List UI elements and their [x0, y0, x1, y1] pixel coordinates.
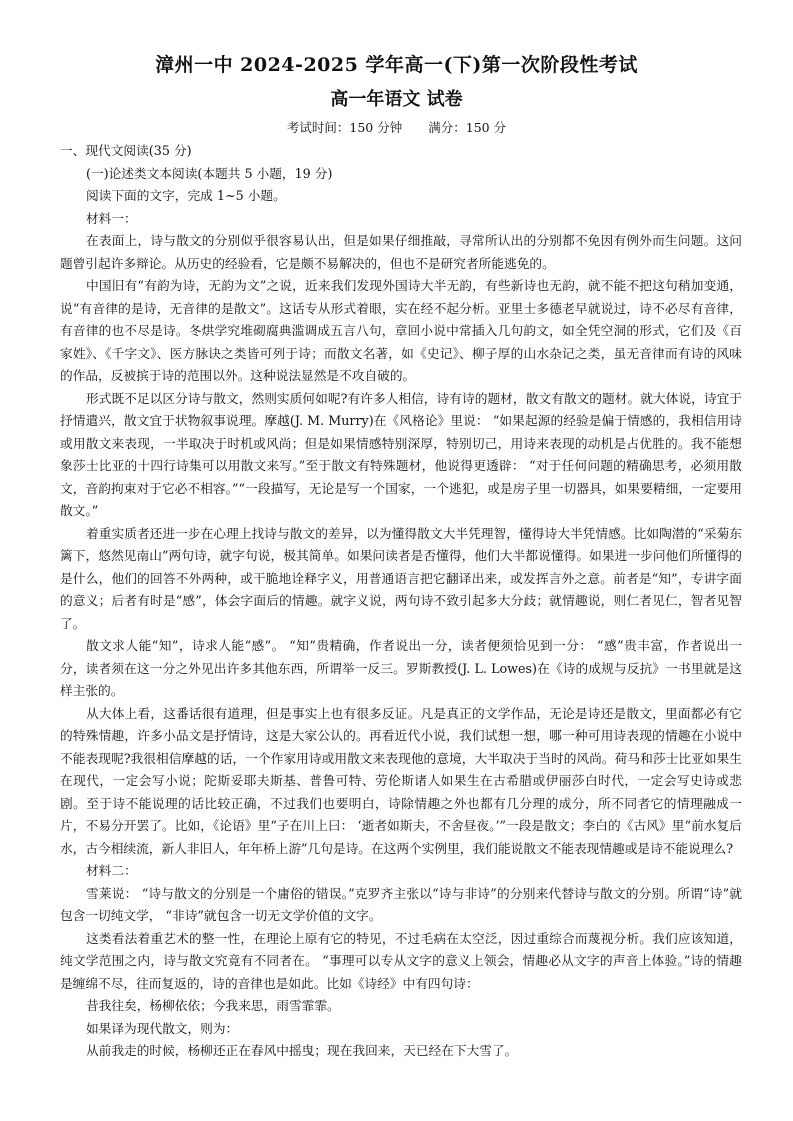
- paragraph: 从大体上看，这番话很有道理，但是事实上也有很多反证。凡是真正的文学作品，无论是诗还是散文，里面都必有它的特殊情趣，许多小品文是抒情诗，这是大家公认的。再看近代小说，我们试想一想，哪一种可用诗表现的情趣在小说中不能表现呢?我很相信摩越的话，一个作家用诗或用散文来表现他的意境，大半取决于当时的风尚。荷马和莎士比亚如果生在现代，一定会写小说；陀斯妥耶夫斯基、普鲁可特、劳伦斯诸人如果生在古希腊或伊丽莎白时代，一定会写史诗或悲剧。至于诗不能说理的话比较正确，不过我们也要明白，诗除情趣之外也都有几分理的成分，所不同者它的情理融成一片，不易分开罢了。比如，《论语》里“子在川上曰： ‘逝者如斯夫，不舍昼夜。’”一段是散文；李白的《古风》里“前水复后水，古今相续流，新人非旧人，年年桥上游”几句是诗。在这两个实例里，我们能说散文不能表现情趣或是诗不能说理么?: [60, 705, 742, 856]
- paragraph: 形式既不足以区分诗与散文，然则实质何如呢?有许多人相信，诗有诗的题材，散文有散文的题材。就大体说，诗宜于抒情遣兴，散文宜于状物叙事说理。摩越(J. M. Murry)在《风格论》里说： “如果起源的经验是偏于情感的，我相信用诗或用散文来表现，一半取决于时机或风尚；但是如果情感特别深厚，特别切己，用诗来表现的动机是占优胜的。我不能想象莎士比亚的十四行诗集可以用散文来写。”至于散文有特殊题材，他说得更透辟： “对于任何问题的精确思考，必须用散文，音韵拘束对于它必不相容。”“一段描写，无论是写一个国家，一个逃犯，或是房子里一切器具，如果要精细，一定要用散文。”: [60, 390, 742, 518]
- material-two-label: 材料二：: [86, 863, 137, 878]
- material-one-label: 材料一：: [86, 210, 137, 226]
- paragraph: 如果译为现代散文，则为：: [86, 1020, 239, 1036]
- exam-score: 满分：150 分: [428, 120, 507, 135]
- exam-time: 考试时间：150 分钟: [286, 120, 403, 135]
- paragraph: 从前我走的时候，杨柳还正在春风中摇曳；现在我回来，天已经在下大雪了。: [86, 1043, 518, 1058]
- paragraph: 着重实质者还进一步在心理上找诗与散文的差异，以为懂得散文大半凭理智，懂得诗大半凭情感。比如陶潜的“采菊东篱下，悠然见南山”两句诗，就字句说，极其简单。如果问读者是否懂得，他们大半都说懂得。如果进一步问他们所懂得的是什么，他们的回答不外两种，或干脆地诠释字义，用普通语言把它翻译出来，或发挥言外之意。前者是“知”，专讲字面的意义；后者有时是“感”，体会字面后的情趣。就字义说，两句诗不致引起多大分歧；就情趣说，则仁者见仁，智者见智了。: [60, 525, 742, 631]
- paragraph: 这类看法着重艺术的整一性，在理论上原有它的特见，不过毛病在太空泛，因过重综合而蔑视分析。我们应该知道，纯文学范围之内，诗与散文究竟有不同者在。 “事理可以专从文字的意义上领会，情趣必从文字的声音上体验。”诗的情趣是缠绵不尽，往而复返的，诗的音律也是如此。比如《诗经》中有四句诗：: [60, 930, 742, 991]
- exam-info: [0, 119, 793, 137]
- section-title: 一、现代文阅读(35 分): [60, 143, 192, 158]
- paragraph: 在表面上，诗与散文的分别似乎很容易认出，但是如果仔细推敲，寻常所认出的分别都不免因有例外而生问题。这问题曾引起许多辩论。从历史的经验看，它是颇不易解决的，但也不是研究者所能逃免的。: [60, 233, 742, 271]
- paragraph: 中国旧有“有韵为诗，无韵为文”之说，近来我们发现外国诗大半无韵，有些新诗也无韵，就不能不把这句稍加变通，说“有音律的是诗，无音律的是散文”。这话专从形式着眼，实在经不起分析。亚里士多德老早就说过，诗不必尽有音律，有音律的也不尽是诗。冬烘学究堆砌腐典滥调成五言八句，章回小说中常插入几句韵文，如全凭空洞的形式，它们及《百家姓》、《千字文》、医方脉诀之类皆可列于诗；而散文名著，如《史记》、柳子厚的山水杂记之类，虽无音律而有诗的风味的作品，反被摈于诗的范围以外。这种说法显然是不攻自破的。: [60, 278, 742, 383]
- paragraph: 雪莱说： “诗与散文的分别是一个庸俗的错误。”克罗齐主张以“诗与非诗”的分别来代替诗与散文的分别。所谓“诗”就包含一切纯文学， “非诗”就包含一切无文学价值的文字。: [60, 885, 742, 923]
- reading-instruction: 阅读下面的文字，完成 1~5 小题。: [86, 188, 286, 203]
- poem-quote: 昔我往矣，杨柳依依；今我来思，雨雪霏霏。: [86, 998, 340, 1013]
- paragraph: 散文求人能“知”，诗求人能“感”。 “知”贵精确，作者说出一分，读者便须恰见到一分： “感”贵丰富，作者说出一分，读者须在这一分之外见出许多其他东西，所谓举一反三。罗斯教授(J. L. Lowes)在《诗的成规与反抗》一书里就是这样主张的。: [60, 638, 742, 698]
- exam-title: 漳州一中 2024-2025 学年高一(下)第一次阶段性考试: [155, 54, 638, 76]
- exam-subtitle: 高一年语文 试卷: [330, 89, 463, 110]
- part-title: (一)论述类文本阅读(本题共 5 小题，19 分): [86, 165, 333, 181]
- exam-body: [60, 140, 742, 1063]
